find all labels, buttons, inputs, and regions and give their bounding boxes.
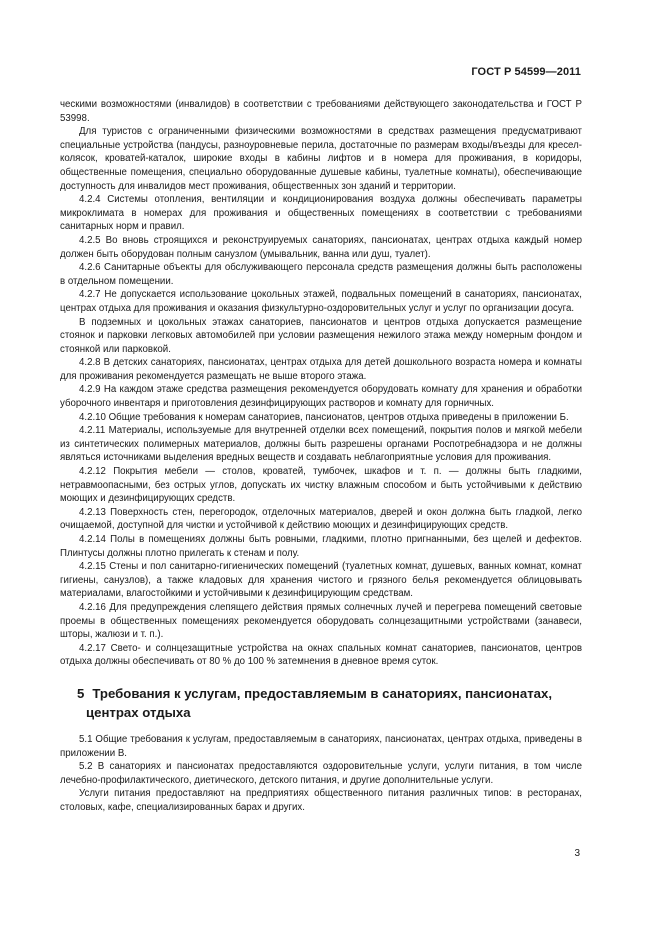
paragraph-disabled-tourists: Для туристов с ограниченными физическими возможностями в средствах размещения предусматривают специальные устройства (пандусы, разноуровневые перила, достаточные по размерам входы/въезды для кресел-колясок, кроватей-каталок, широкие входы в кабины лифтов и в номера для проживания, в коридоры, общественные помещения, специально оборудованные душевые кабины, туалетные комнаты), обеспечивающие доступность для инвалидов мест проживания, общественных зон зданий и территории. xyxy=(60,126,582,192)
paragraph-4-2-6: 4.2.6 Санитарные объекты для обслуживающего персонала средств размещения должны быть расположены в отдельном помещении. xyxy=(60,262,582,287)
paragraph-4-2-14: 4.2.14 Полы в помещениях должны быть ровными, гладкими, плотно пригнанными, без щелей и дефектов. Плинтусы должны плотно прилегать к стенам и полу. xyxy=(60,534,582,559)
paragraph-5-2: 5.2 В санаториях и пансионатах предоставляются оздоровительные услуги, услуги питания, в том числе лечебно-профилактического, диетического, детского питания, и другие дополнительные услуги. xyxy=(60,761,582,786)
page-number: 3 xyxy=(574,848,580,859)
paragraph-4-2-17: 4.2.17 Свето- и солнцезащитные устройства на окнах спальных комнат санаториев, пансионатов, центров отдыха должны обеспечивать от 80 % до 100 % затемнения в дневное время суток. xyxy=(60,642,582,668)
paragraph-4-2-15: 4.2.15 Стены и пол санитарно-гигиенических помещений (туалетных комнат, душевых, ванных комнат, комнат гигиены, санузлов), а также кладовых для хранения чистого и грязного белья рекомендуется облицовывать материалами, влагостойкими и устойчивыми к дезинфицирующим средствам. xyxy=(60,561,582,600)
paragraph-underground-floors: В подземных и цокольных этажах санаториев, пансионатов и центров отдыха допускается размещение стоянок и парковки легковых автомобилей при условии размещения нежилого этажа между номерным фондом и стоянкой или парковкой. xyxy=(60,316,582,355)
paragraph-4-2-5: 4.2.5 Во вновь строящихся и реконструируемых санаториях, пансионатах, центрах отдыха каждый номер должен быть оборудован полным санузлом (умывальник, ванна или душ, туалет). xyxy=(60,234,582,260)
section-5-heading xyxy=(60,684,582,722)
section-title-text: Требования к услугам, предоставляемым в санаториях, пансионатах, центрах отдыха xyxy=(86,685,553,720)
paragraph-food-services: Услуги питания предоставляют на предприятиях общественного питания различных типов: в ресторанах, столовых, кафе, специализированных барах и других. xyxy=(60,788,582,813)
paragraph-4-2-11: 4.2.11 Материалы, используемые для внутренней отделки всех помещений, покрытия полов и мягкой мебели из синтетических полимерных материалов, должны быть разрешены органами Роспотребнадзора и не должны являться источниками выделения вредных веществ и создавать неблагоприятные условия для проживания. xyxy=(60,425,582,464)
paragraph-4-2-16: 4.2.16 Для предупреждения слепящего действия прямых солнечных лучей и перегрева помещений световые проемы в общественных помещениях рекомендуется оборудовать солнцезащитными устройствами (занавеси, шторы, жалюзи и т. п.). xyxy=(60,601,582,641)
document-body xyxy=(60,98,582,815)
document-code-header: ГОСТ Р 54599—2011 xyxy=(471,66,581,78)
paragraph-5-1: 5.1 Общие требования к услугам, предоставляемым в санаториях, пансионатах, центрах отдыха, приведены в приложении В. xyxy=(60,733,582,759)
section-number: 5 xyxy=(77,685,85,701)
paragraph-4-2-9: 4.2.9 На каждом этаже средства размещения рекомендуется оборудовать комнату для хранения и обработки уборочного инвентаря и приготовления дезинфицирующих растворов и комнату для горничных. xyxy=(60,384,582,410)
paragraph-4-2-12: 4.2.12 Покрытия мебели — столов, кроватей, тумбочек, шкафов и т. п. — должны быть гладкими, нетравмоопасными, без острых углов, допускать их чистку влажным способом и быть устойчивыми к действию моющих и дезинфицирующих средств. xyxy=(60,466,582,505)
paragraph-continuation: ческими возможностями (инвалидов) в соответствии с требованиями действующего законодательства и ГОСТ Р 53998. xyxy=(60,99,582,124)
paragraph-4-2-7: 4.2.7 Не допускается использование цокольных этажей, подвальных помещений в санаториях, пансионатах, центрах отдыха для проживания и оказания физкультурно-оздоровительных услуг и услуг по организации досуга. xyxy=(60,289,582,314)
paragraph-4-2-10: 4.2.10 Общие требования к номерам санаториев, пансионатов, центров отдыха приведены в приложении Б. xyxy=(79,411,569,423)
paragraph-4-2-8: 4.2.8 В детских санаториях, пансионатах, центрах отдыха для детей дошкольного возраста номера и комнаты для проживания рекомендуется размещать не выше второго этажа. xyxy=(60,357,582,382)
paragraph-4-2-13: 4.2.13 Поверхность стен, перегородок, отделочных материалов, дверей и окон должна быть гладкой, легко очищаемой, доступной для чистки и устойчивой к действию моющих и дезинфицирующих средств. xyxy=(60,506,582,532)
paragraph-4-2-4: 4.2.4 Системы отопления, вентиляции и кондиционирования воздуха должны обеспечивать параметры микроклимата в номерах для проживания и общественных помещениях в соответствии с требованиями санитарных норм и правил. xyxy=(60,194,582,233)
